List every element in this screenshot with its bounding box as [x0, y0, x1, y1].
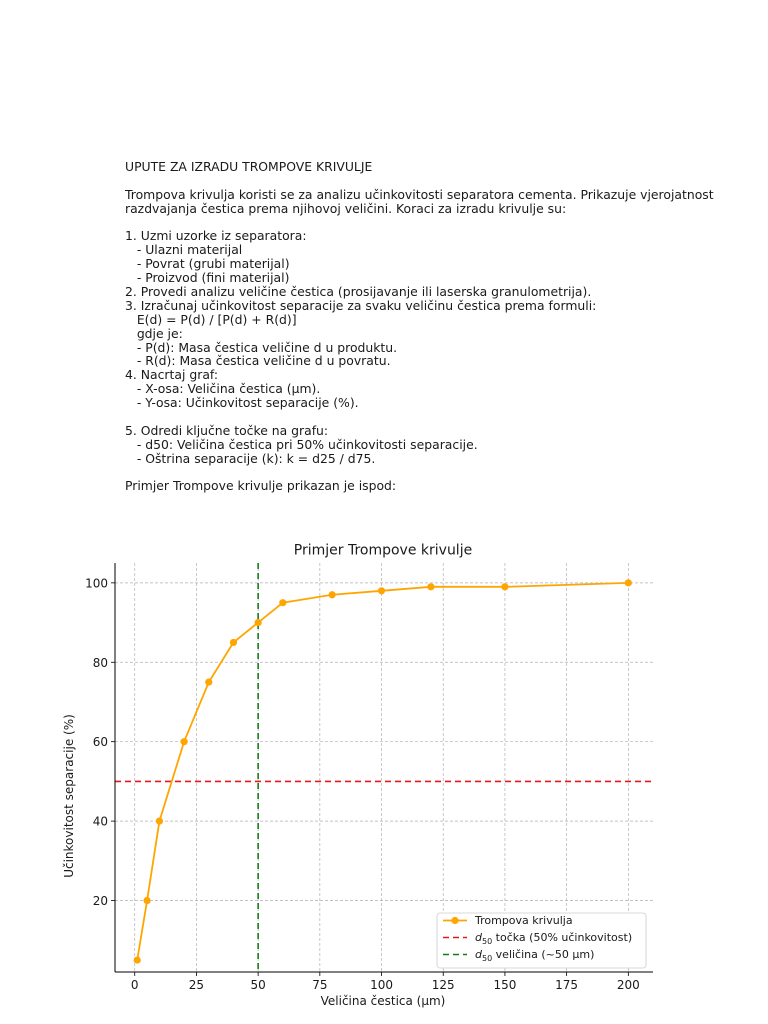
y-tick-label: 40 [92, 814, 108, 829]
legend-reference-label: $d_{50}$ točka (50% učinkovitost) [475, 931, 633, 946]
document-text [125, 160, 755, 493]
legend-series-marker [451, 917, 458, 924]
data-point [255, 619, 262, 626]
data-point [625, 579, 632, 586]
chart-grid [115, 563, 653, 972]
document-line: - Ulazni materijal [125, 242, 243, 258]
document-line: - P(d): Masa čestica veličine d u produktu. [125, 339, 398, 355]
document-line: razdvajanja čestica prema njihovoj veličini. Koraci za izradu krivulje su: [125, 200, 567, 216]
data-point [134, 956, 141, 963]
document-body [125, 188, 755, 494]
document-line: - Proizvod (fini materijal) [125, 270, 290, 286]
document-line: - Povrat (grubi materijal) [125, 256, 290, 272]
x-tick-label: 100 [370, 978, 393, 992]
x-tick-label: 200 [616, 978, 640, 992]
document-line: E(d) = P(d) / [P(d) + R(d)] [125, 311, 297, 327]
document-title: UPUTE ZA IZRADU TROMPOVE KRIVULJE [125, 159, 373, 174]
legend-series-label: Trompova krivulja [475, 914, 573, 927]
blank-line [125, 410, 755, 424]
data-point [181, 738, 188, 745]
y-tick-label: 80 [92, 655, 108, 670]
document-line: 2. Provedi analizu veličine čestica (prosijavanje ili laserska granulometrija). [125, 284, 592, 300]
y-tick-label: 60 [92, 735, 108, 750]
data-point [279, 599, 286, 606]
data-point [427, 583, 434, 590]
blank-line [125, 466, 755, 480]
document-line: - Oštrina separacije (k): k = d25 / d75. [125, 450, 376, 466]
document-line: Primjer Trompove krivulje prikazan je ispod: [125, 478, 397, 494]
document-line: 5. Odredi ključne točke na grafu: [125, 422, 329, 438]
document-line: - d50: Veličina čestica pri 50% učinkovitosti separacije. [125, 436, 478, 452]
data-point [329, 591, 336, 598]
blank-line [125, 216, 755, 230]
tromp-curve-chart [0, 535, 768, 1024]
y-tick-label: 100 [85, 576, 108, 591]
x-tick-label: 75 [312, 978, 328, 992]
x-tick-label: 25 [188, 978, 205, 992]
x-axis-label: Veličina čestica (µm) [320, 994, 446, 1008]
document-line: Trompova krivulja koristi se za analizu učinkovitosti separatora cementa. Prikazuje vjerojatnost [125, 186, 714, 202]
chart-title: Primjer Trompove krivulje [293, 542, 473, 559]
x-tick-label: 150 [493, 978, 517, 992]
x-tick-label: 125 [431, 978, 455, 992]
x-tick-label: 175 [555, 978, 579, 992]
chart-legend [437, 913, 646, 968]
data-point [378, 587, 385, 594]
x-tick-label: 50 [250, 978, 266, 992]
data-point [501, 583, 508, 590]
document-line: - Y-osa: Učinkovitost separacije (%). [125, 395, 359, 411]
document-line: 3. Izračunaj učinkovitost separacije za svaku veličinu čestica prema formuli: [125, 297, 597, 313]
data-point [156, 818, 163, 825]
y-axis-label: Učinkovitost separacije (%) [62, 714, 76, 878]
legend-reference-label: $d_{50}$ veličina (~50 µm) [475, 948, 595, 963]
data-point [230, 639, 237, 646]
series-line [137, 583, 628, 960]
series-layer [134, 579, 632, 963]
document-line: 4. Nacrtaj graf: [125, 367, 219, 383]
document-line: gdje je: [125, 325, 183, 341]
document-line: - R(d): Masa čestica veličine d u povratu. [125, 353, 391, 369]
document-line: 1. Uzmi uzorke iz separatora: [125, 228, 307, 244]
document-line: - X-osa: Veličina čestica (µm). [125, 381, 321, 397]
data-point [143, 897, 150, 904]
x-tick-label: 0 [130, 978, 139, 992]
y-tick-label: 20 [92, 894, 108, 909]
data-point [205, 679, 212, 686]
reference-lines [115, 563, 653, 972]
